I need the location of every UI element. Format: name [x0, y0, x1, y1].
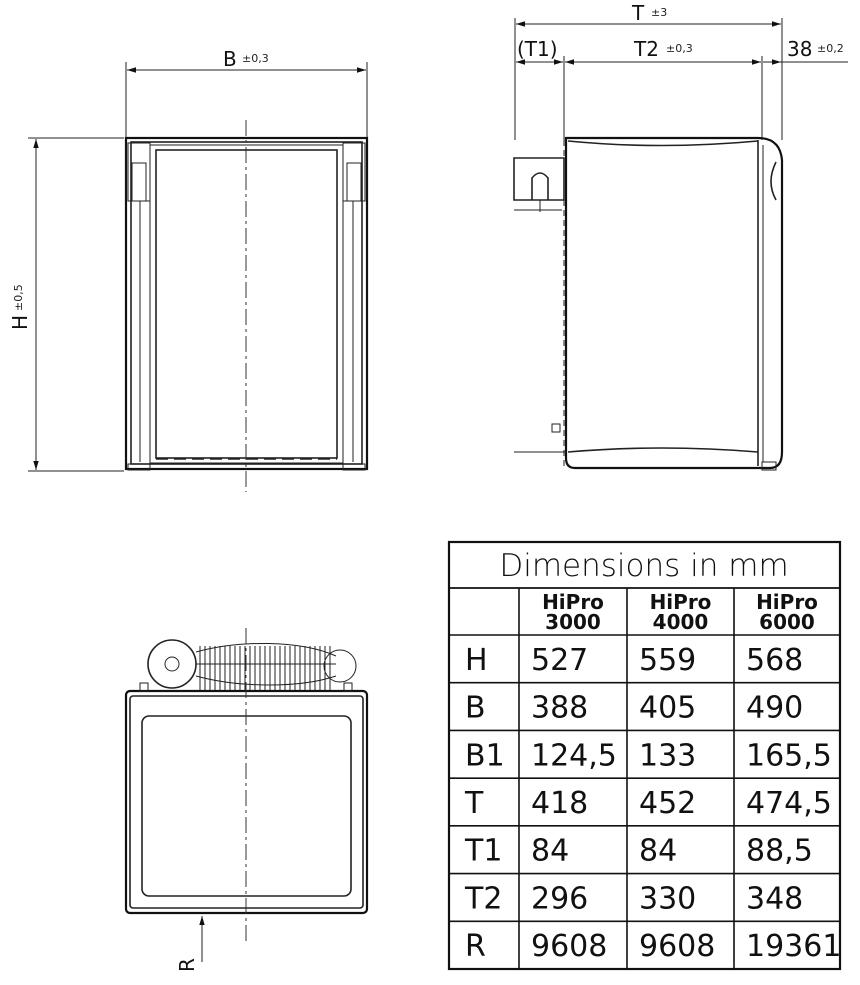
burner-circle [148, 640, 196, 688]
table-col-header-line2: 3000 [545, 610, 601, 634]
coil-bracket-left [140, 683, 148, 691]
d38-label: 38 [787, 37, 813, 61]
table-cell: 474,5 [746, 786, 832, 821]
rear-pipe [532, 173, 548, 200]
table-cell: 452 [639, 786, 697, 821]
table-row-label: B1 [465, 738, 505, 774]
side-view [514, 1, 848, 470]
table-row-label: H [465, 642, 488, 678]
table-cell: 388 [531, 690, 589, 726]
rear-plug [552, 424, 560, 432]
burner-center [165, 657, 179, 671]
table-cell: 559 [639, 642, 697, 678]
side-bottom-curve [568, 448, 758, 452]
coil-fins [200, 646, 330, 690]
side-housing [566, 138, 782, 468]
table-title: Dimensions in mm [499, 548, 789, 584]
table-cell: 84 [531, 833, 570, 869]
table-row-label: B [465, 690, 486, 726]
table-row-label: T1 [465, 833, 503, 869]
rear-box [514, 158, 564, 200]
table-col-header-line2: 6000 [759, 610, 815, 634]
top-view [126, 628, 367, 972]
door-handle [771, 162, 776, 200]
right-hinge-inner [347, 163, 361, 201]
table-cell: 84 [639, 833, 678, 869]
table-cell: 165,5 [746, 738, 832, 774]
table-cell: 19361 [746, 929, 842, 965]
table-cell: 124,5 [531, 738, 617, 774]
dimensions-table [449, 542, 841, 969]
table-cell: 405 [639, 690, 697, 726]
table-cell: 568 [746, 642, 804, 678]
table-cell: 133 [639, 738, 697, 774]
table-row-label: R [465, 929, 486, 965]
t1-label: (T1) [517, 37, 558, 61]
table-col-header-line2: 4000 [652, 610, 709, 634]
left-hinge-inner [132, 163, 146, 201]
table-cell: 348 [746, 881, 804, 917]
b-label: B [223, 47, 237, 71]
table-grid [449, 588, 841, 969]
coil-end-circle [324, 650, 356, 682]
b-tolerance: ±0,3 [242, 52, 269, 65]
table-cell: 490 [746, 690, 804, 726]
condenser-coil [148, 640, 356, 690]
t2-label: T2 [634, 37, 659, 61]
table-cell: 330 [639, 881, 697, 917]
r-label: R [175, 958, 199, 972]
table-col-header-line1: HiPro [649, 590, 712, 614]
t-tolerance: ±3 [651, 6, 668, 19]
table-col-header-line1: HiPro [756, 590, 818, 614]
d38-tolerance: ±0,2 [817, 42, 844, 55]
table-cell: 9608 [639, 929, 716, 965]
side-top-curve [568, 141, 758, 146]
front-view [8, 47, 367, 492]
table-row-label: T [465, 786, 484, 821]
h-tolerance: ±0,5 [12, 284, 25, 311]
table-col-header-line1: HiPro [542, 590, 604, 614]
table-cell: 296 [531, 881, 589, 917]
table-cell: 418 [531, 786, 589, 821]
t-label: T [632, 1, 645, 25]
h-label: H [8, 314, 32, 330]
t2-tolerance: ±0,3 [666, 42, 693, 55]
coil-bracket-right [344, 683, 352, 691]
table-cell: 527 [531, 642, 589, 678]
table-cell: 88,5 [746, 833, 813, 869]
table-row-label: T2 [465, 881, 503, 917]
table-cell: 9608 [531, 929, 608, 965]
